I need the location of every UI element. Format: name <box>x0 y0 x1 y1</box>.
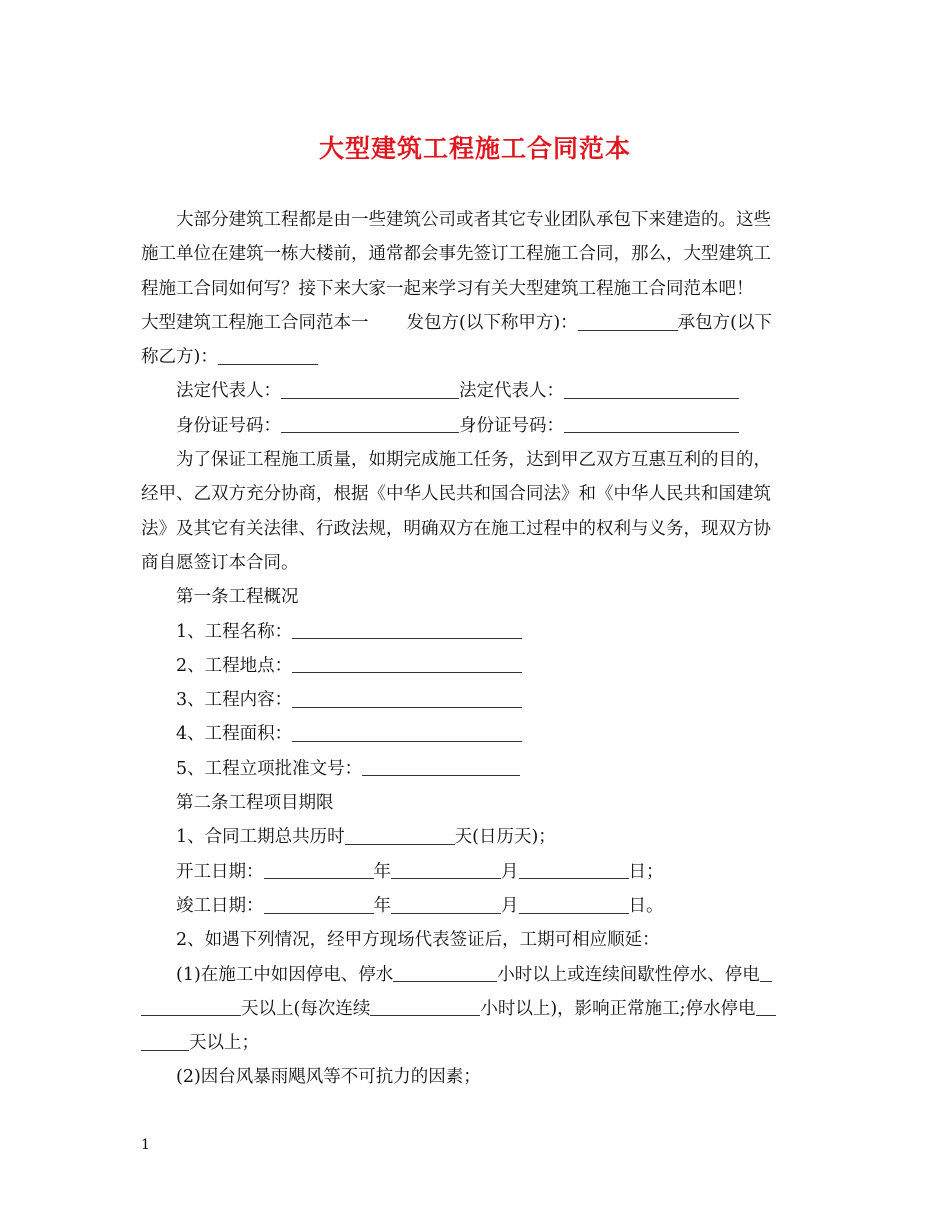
item-label: 3、工程内容： <box>176 690 293 711</box>
end-date-label: 竣工日期： <box>176 895 264 916</box>
parties-line <box>141 306 813 340</box>
article2-heading: 第二条工程项目期限 <box>176 793 334 814</box>
id-number-label-b: 身份证号码： <box>459 415 564 436</box>
day-label: 日。 <box>628 895 664 916</box>
case1-line <box>141 958 813 992</box>
intro-line: 施工单位在建筑一栋大楼前，通常都会事先签订工程施工合同，那么，大型建筑工 <box>141 244 771 265</box>
item-label: 4、工程面积： <box>176 724 293 745</box>
project-area-blank[interactable] <box>292 723 522 742</box>
purpose-line: 经甲、乙双方充分协商，根据《中华人民共和国合同法》和《中华人民共和国建筑 <box>141 484 771 505</box>
case1-text-c: 天以上(每次连续 <box>241 998 371 1019</box>
document-title: 大型建筑工程施工合同范本 <box>318 134 631 163</box>
party-b-blank[interactable] <box>218 345 318 364</box>
end-year-blank[interactable] <box>264 894 374 913</box>
case1-text-e: 天以上； <box>189 1033 259 1054</box>
case1-line-cont <box>141 992 813 1026</box>
continuous-hours-blank[interactable] <box>370 997 480 1016</box>
article1-item <box>141 615 813 649</box>
party-a-blank[interactable] <box>578 311 678 330</box>
duration-prefix: 1、合同工期总共历时 <box>176 827 345 848</box>
sample-title: 大型建筑工程施工合同范本一 <box>141 312 369 333</box>
page-number: 1 <box>141 1137 150 1153</box>
item-label: 2、工程地点： <box>176 655 293 676</box>
legal-rep-b-blank[interactable] <box>564 380 739 399</box>
legal-rep-line <box>141 374 813 408</box>
case2-line: (2)因台风暴雨飓风等不可抗力的因素； <box>176 1067 481 1088</box>
start-date-label: 开工日期： <box>176 861 264 882</box>
end-month-blank[interactable] <box>391 894 501 913</box>
duration-line <box>141 820 813 854</box>
legal-rep-label-b: 法定代表人： <box>459 381 564 402</box>
start-day-blank[interactable] <box>519 860 629 879</box>
article1-item <box>141 683 813 717</box>
year-label: 年 <box>373 895 391 916</box>
article1-heading: 第一条工程概况 <box>176 587 299 608</box>
item-label: 1、工程名称： <box>176 621 293 642</box>
approval-number-blank[interactable] <box>362 757 520 776</box>
case1-text-b: 小时以上或连续间歇性停水、停电 <box>497 964 760 985</box>
outage-hours-blank[interactable] <box>393 963 497 982</box>
duration-blank[interactable] <box>345 826 455 845</box>
duration-suffix: 天(日历天)； <box>454 827 556 848</box>
day-label: 日； <box>628 861 664 882</box>
case1-text-a: (1)在施工中如因停电、停水 <box>176 964 394 985</box>
purpose-line: 法》及其它有关法律、行政法规，明确双方在施工过程中的权利与义务，现双方协 <box>141 518 771 539</box>
party-b-label: 承包方(以下 <box>677 312 772 333</box>
party-b-label-cont: 称乙方)： <box>141 347 218 368</box>
party-a-label: 发包方(以下称甲方)： <box>406 312 578 333</box>
end-day-blank[interactable] <box>519 894 629 913</box>
article1-item <box>141 717 813 751</box>
legal-rep-label-a: 法定代表人： <box>176 381 281 402</box>
outage-days-blank-start[interactable] <box>760 963 772 982</box>
id-number-a-blank[interactable] <box>281 414 459 433</box>
article1-item <box>141 649 813 683</box>
year-label: 年 <box>373 861 391 882</box>
parties-line-cont <box>141 340 813 374</box>
delay-intro: 2、如遇下列情况，经甲方现场代表签证后，工期可相应顺延： <box>176 930 660 951</box>
project-location-blank[interactable] <box>292 654 522 673</box>
month-label: 月 <box>501 895 519 916</box>
outage-days-blank[interactable] <box>141 997 241 1016</box>
document-body <box>141 203 813 1095</box>
id-number-b-blank[interactable] <box>564 414 739 433</box>
purpose-line: 商自愿签订本合同。 <box>141 552 299 573</box>
start-month-blank[interactable] <box>391 860 501 879</box>
legal-rep-a-blank[interactable] <box>281 380 459 399</box>
stop-days-blank[interactable] <box>141 1031 189 1050</box>
stop-days-blank-start[interactable] <box>756 997 776 1016</box>
project-content-blank[interactable] <box>292 688 522 707</box>
article1-item <box>141 752 813 786</box>
case1-line-end <box>141 1026 813 1060</box>
purpose-line: 为了保证工程施工质量，如期完成施工任务，达到甲乙双方互惠互利的目的， <box>176 450 771 471</box>
case1-text-d: 小时以上)，影响正常施工;停水停电 <box>480 998 756 1019</box>
project-name-blank[interactable] <box>292 620 522 639</box>
end-date-line <box>141 889 813 923</box>
intro-line: 程施工合同如何写？接下来大家一起来学习有关大型建筑工程施工合同范本吧！ <box>141 278 754 299</box>
start-date-line <box>141 855 813 889</box>
id-number-label-a: 身份证号码： <box>176 415 281 436</box>
month-label: 月 <box>501 861 519 882</box>
start-year-blank[interactable] <box>264 860 374 879</box>
id-number-line <box>141 409 813 443</box>
intro-line: 大部分建筑工程都是由一些建筑公司或者其它专业团队承包下来建造的。这些 <box>176 210 771 230</box>
item-label: 5、工程立项批准文号： <box>176 758 363 779</box>
